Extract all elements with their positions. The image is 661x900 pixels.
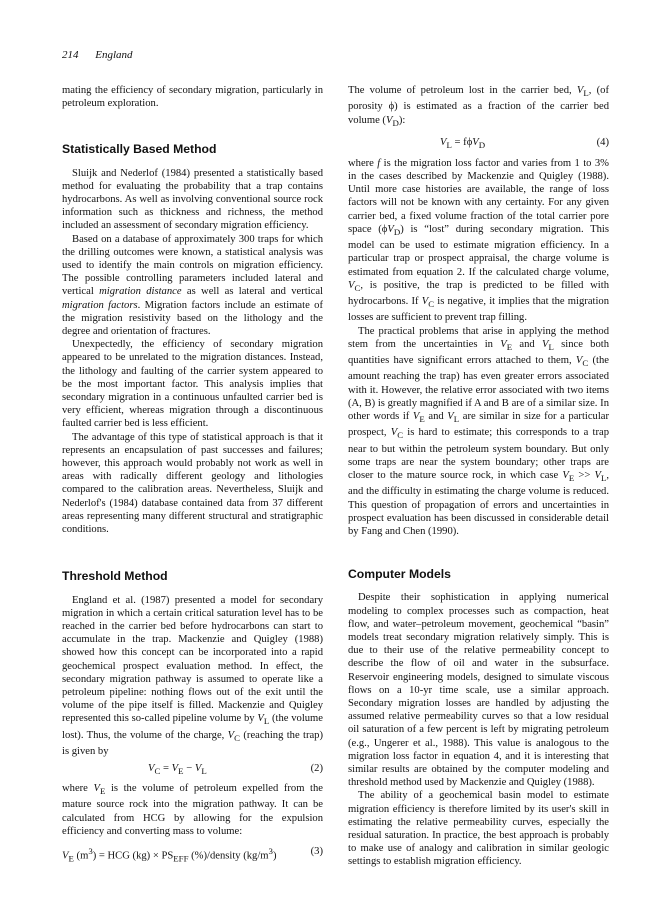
right-column [348, 84, 609, 869]
paragraph: The volume of petroleum lost in the carrier bed, $V_L$, (of porosity ϕ) is estimated as a fraction of the carrier bed volume $(V_D)$: [348, 85, 610, 128]
paragraph: Based on a database of approximately 300 traps for which the drilling outcomes were known, a statistical analysis was used to identify the main controls on migration efficiency. The possible controlling parameters included lateral and vertical migration distance as well as lateral and vertical migration factors. Migration factors include an estimate of the migration resistivity based on the lithology and the degree and orientation of fractures. [62, 233, 323, 338]
paragraph: where $V_E$ is the volume of petroleum expelled from the mature source rock into the migration pathway. It can be calculated from HCG by allowing for the expulsion efficiency and converting mass to volume: [62, 783, 323, 837]
paragraph: The practical problems that arise in applying the method stem from the uncertainties in $V_E$ and $V_L$ since both quantities have significant errors attached to them, $V_C$ (the amount reaching the trap) has even greater errors associated with it. However, the relative error associated with two items (A, B) is greatly magnified if A and B are of a similar size. In other words if $V_E$ and $V_L$ are similar in size for a particular prospect, $V_C$ is hard to estimate; this corresponds to a trap near to but within the petroleum system boundary. But only some traps are near the system boundary; other traps are closer to the mature source rock, in which case $V_E >> V_L$, and the difficulty in estimating the charge volume is reduced. This question of propagation of errors and uncertainties in prospect evaluation has been discussed in considerable detail by Fang and Chen (1990). [348, 325, 610, 537]
paragraph: Sluijk and Nederlof (1984) presented a statistically based method for evaluating the probability that a trap contains hydrocarbons. As well as involving conventional source rock information such as thickness and richness, the method included an assessment of secondary migration efficiency. [62, 167, 323, 232]
paragraph-continued: mating the efficiency of secondary migration, particularly in petroleum exploration. [62, 85, 323, 110]
equation-number: (4) [596, 136, 609, 148]
equation-4: $V_L = f\phi V_D$ (4) [440, 136, 609, 150]
paragraph: Unexpectedly, the efficiency of secondary migration appeared to be unrelated to the migration distances. Instead, the lithology and faulting of the carrier system appeared to be the most important factor. This analysis implies that secondary migration in a continuous unfaulted carrier bed is very efficient, whereas migration through a discontinuous faulted carrier bed is less efficient. [62, 339, 323, 430]
paragraph: The advantage of this type of statistical approach is that it represents an encapsulation of past successes and failures; however, this approach would probably not work as well in areas with radically different geology and lithologies compared to the calibration areas. Nevertheless, Sluijk and Nederlof's (1984) database contained data from 37 different areas representing many different structural and stratigraphic conditions. [62, 431, 323, 536]
page-header [62, 49, 133, 61]
paragraph: England et al. (1987) presented a model for secondary migration in which a certain critical saturation level has to be reached in the carrier bed before hydrocarbons can start to accumulate in the trap. Mackenzie and Quigley (1988) showed how this concept can be incorporated into a rapid geochemical prospect evaluation method. In effect, the secondary migration pathway is assumed to operate like a petroleum pipeline: nothing flows out of the exit until the volume of the pipe itself is filled. Mackenzie and Quigley represented this so-called pipeline volume by $V_L$ (the volume lost). Thus, the volume of the charge, $V_C$ (reaching the trap) is given by [62, 594, 323, 757]
running-title: England [95, 49, 133, 61]
equation-3: $V_E$ $(m^3)$ = HCG $(kg) \times PS_{EFF}$ (%)/density $(kg/m^3)$ (3) [62, 846, 323, 864]
heading-statistically-based-method: Statistically Based Method [62, 142, 217, 157]
equation-number: (2) [310, 763, 323, 775]
paragraph: The ability of a geochemical basin model to estimate migration efficiency is therefore limited by its user's skill in estimating the relative permeability curves, especially the residual saturation. In practice, the best approach is probably to make use of analogy and calibration in similar geologic settings to establish migration efficiency. [348, 790, 609, 868]
paragraph: Despite their sophistication in applying numerical modeling to complex processes such as compaction, heat flow, and water–petroleum movement, geochemical “basin” models treat secondary migration relatively simply. This is due to their use of the relative permeability concept to describe the flow of oil and water in the subsurface. Reservoir engineering models, designed to simulate viscous flows on a 10-yr time scale, use a similar approach. Secondary migration losses are handled by adjusting the assumed relative permeability curves so that a low residual oil saturation of a few percent is left by migrating petroleum (e.g., Ungerer et al., 1988). This value is analogous to the migration loss factor in equation 4, and it is interesting that similar results are obtained by the computer modeling and threshold method used by Mackenzie and Quigley (1988). [348, 592, 609, 789]
equation-number: (3) [310, 846, 323, 858]
left-column [62, 84, 323, 865]
page-number: 214 [62, 49, 79, 61]
paragraph: where f is the migration loss factor and varies from 1 to 3% in the cases described by Mackenzie and Quigley (1988). Until more case histories are available, the range of loss factors will not be known with any certainty. For any given carrier bed, a fixed volume fraction of the total carrier pore space $(\phi V_D)$ is “lost” during secondary migration. This model can be used to estimate migration efficiency. In a particular trap or prospect appraisal, the charge volume is estimated from equation 2. If the calculated charge volume, $V_C$, is positive, the trap is predicted to be filled with hydrocarbons. If $V_C$ is negative, it implies that the migration losses are sufficient to prevent trap filling. [348, 157, 610, 324]
heading-threshold-method: Threshold Method [62, 569, 168, 584]
heading-computer-models: Computer Models [348, 567, 451, 582]
equation-2: $V_C = V_E - V_L$ (2) [148, 763, 323, 777]
